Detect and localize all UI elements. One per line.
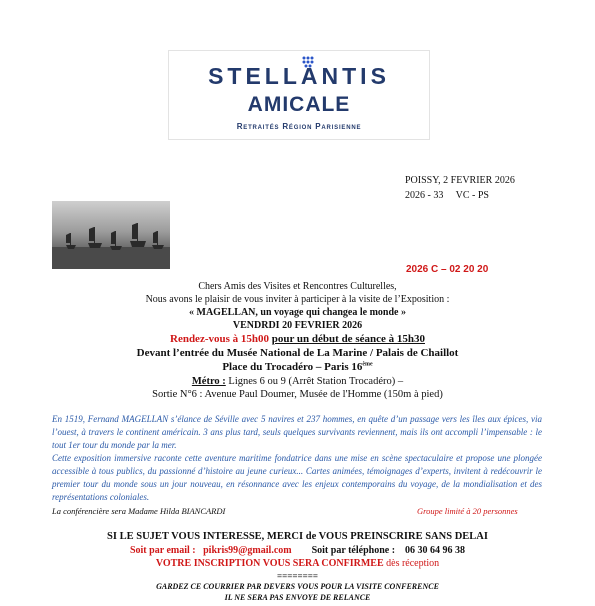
- signup-headline: SI LE SUJET VOUS INTERESSE, MERCI de VOUS PREINSCRIRE SANS DELAI: [107, 531, 488, 542]
- metro-label: Métro :: [191, 376, 226, 387]
- logo-name: AMICALE: [247, 93, 351, 116]
- stellantis-amicale-logo: [168, 50, 430, 140]
- confirmation-line: [0, 558, 595, 569]
- session-start: pour un début de séance à 15h30: [271, 333, 425, 345]
- group-limit: Groupe limité à 20 personnes: [417, 506, 518, 516]
- confirmation-tail: dès réception: [383, 558, 440, 569]
- metro-line: [0, 376, 595, 387]
- keep-letter-notice: GARDEZ CE COURRIER PAR DEVERS VOUS POUR LA VISITE CONFERENCE: [156, 582, 439, 591]
- ships-photo: [52, 201, 170, 269]
- rendezvous-time: Rendez-vous à 15h00: [170, 333, 270, 345]
- lecturer-line: La conférencière sera Madame Hilda BIANCARDI: [52, 506, 226, 516]
- phone-label: Soit par téléphone :: [311, 545, 396, 556]
- confirmation-text: VOTRE INSCRIPTION VOUS SERA CONFIRMEE: [155, 558, 384, 569]
- logo-wordmark: STELLANTIS: [208, 63, 390, 89]
- meeting-time: [0, 333, 595, 345]
- place-date: POISSY, 2 FEVRIER 2026: [405, 175, 515, 186]
- separator: ========: [276, 571, 319, 581]
- place-superscript: ème: [362, 361, 373, 368]
- email-label: Soit par email :: [129, 545, 196, 556]
- contact-line: [0, 545, 595, 556]
- greeting: Chers Amis des Visites et Rencontres Culturelles,: [198, 281, 397, 292]
- logo-tagline: Retraités Région Parisienne: [236, 122, 362, 131]
- place-text: Place du Trocadéro – Paris 16: [222, 361, 363, 373]
- metro-exit: Sortie N°6 : Avenue Paul Doumer, Musée de l'Homme (150m à pied): [152, 389, 443, 400]
- reference-line: 2026 - 33 VC - PS: [405, 190, 489, 201]
- metro-lines: Lignes 6 ou 9 (Arrêt Station Trocadéro) –: [225, 376, 404, 387]
- sailing-ships-icon: [52, 201, 170, 269]
- invitation-line: Nous avons le plaisir de vous inviter à participer à la visite de l’Exposition :: [145, 294, 450, 305]
- description-paragraph-1: En 1519, Fernand MAGELLAN s’élance de Séville avec 5 navires et 237 hommes, en quête d’un passage vers les îles aux épices, via l’ouest, à travers le continent américain. 3 ans plus tard, seuls quelques survivants reviennent, mais ils ont accompli l’impensable : le tout 1er tour du monde par la mer.: [52, 414, 542, 450]
- description-paragraph-2: Cette exposition immersive raconte cette aventure maritime fondatrice dans une mise en scène spectaculaire et propose une plongée accessible à tous publics, du passionné d’histoire au jeune curieux... Cartes animées, témoignages d’experts, invitent à redécouvrir le premier tour du monde sous un jour nouveau, en résonnance avec les enjeux contemporains du voyage, de la mondialisation et des représentations coloniales.: [52, 453, 542, 502]
- email-link[interactable]: pikris99@gmail.com: [203, 545, 292, 556]
- exhibition-title: « MAGELLAN, un voyage qui changea le monde »: [189, 307, 406, 318]
- visit-date: VENDRDI 20 FEVRIER 2026: [232, 320, 363, 331]
- phone-number: 06 30 64 96 38: [405, 545, 466, 556]
- event-code: 2026 C – 02 20 20: [406, 264, 489, 275]
- no-reminder-notice: IL NE SERA PAS ENVOYE DE RELANCE: [224, 593, 371, 602]
- meeting-location: Devant l’entrée du Musée National de La Marine / Palais de Chaillot: [136, 347, 459, 359]
- meeting-place: [0, 361, 595, 373]
